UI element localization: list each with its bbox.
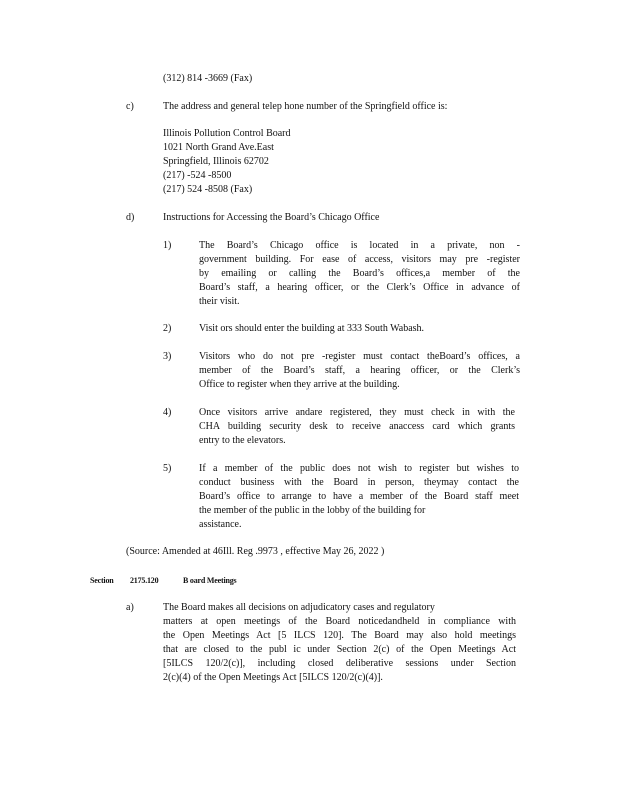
text-line: Board’s office to arrange to have a member of the Board staff meet — [199, 491, 519, 502]
subitem-4-marker: 4) — [163, 407, 172, 418]
text-line: by emailing or calling the Board’s offices,a member of the — [199, 268, 520, 279]
subitem-3-marker: 3) — [163, 351, 172, 362]
item-c-marker: c) — [126, 101, 134, 112]
text-line: their visit. — [199, 296, 240, 307]
text-line: assistance. — [199, 519, 242, 530]
text-line: If a member of the public does not wish to register but wishes to — [199, 463, 519, 474]
text-line: Once visitors arrive andare registered, they must check in with the — [199, 407, 515, 418]
section-label: Section — [90, 576, 114, 585]
subitem-5-marker: 5) — [163, 463, 172, 474]
text-line: The Board makes all decisions on adjudicatory cases and regulatory — [163, 602, 435, 613]
address-line: Illinois Pollution Control Board — [163, 128, 291, 139]
source-note: (Source: Amended at 46Ill. Reg .9973 , effective May 26, 2022 ) — [126, 546, 385, 557]
section-title: B oard Meetings — [183, 576, 237, 585]
address-line: (217) -524 -8500 — [163, 170, 232, 181]
text-line: entry to the elevators. — [199, 435, 286, 446]
text-line: [5ILCS 120/2(c)], including closed deliberative sessions under Section — [163, 658, 516, 669]
subitem-4-text — [199, 406, 515, 448]
text-line: The Board’s Chicago office is located in a private, non - — [199, 240, 520, 251]
subitem-2-text: Visit ors should enter the building at 333 South Wabash. — [199, 323, 425, 334]
section-number: 2175.120 — [130, 576, 159, 585]
text-line: 2(c)(4) of the Open Meetings Act [5ILCS 120/2(c)(4)]. — [163, 672, 383, 683]
address-line: Springfield, Illinois 62702 — [163, 156, 269, 167]
text-line: the member of the public in the lobby of the building for — [199, 505, 426, 516]
item-d-marker: d) — [126, 212, 135, 223]
item-c-text: The address and general telep hone number of the Springfield office is: — [163, 101, 448, 112]
fax-line: (312) 814 -3669 (Fax) — [163, 73, 253, 84]
text-line: Visitors who do not pre -register must contact theBoard’s offices, a — [199, 351, 520, 362]
address-line: 1021 North Grand Ave.East — [163, 142, 274, 153]
subitem-1-text — [199, 239, 520, 309]
subitem-3-text — [199, 350, 520, 392]
text-line: Office to register when they arrive at the building. — [199, 379, 400, 390]
item-a-text — [163, 601, 516, 685]
springfield-address — [163, 127, 291, 197]
subitem-5-text — [199, 462, 519, 532]
text-line: member of the Board’s staff, a hearing officer, or the Clerk’s — [199, 365, 520, 376]
text-line: Board’s staff, a hearing officer, or the Clerk’s Office in advance of — [199, 282, 520, 293]
item-a-marker: a) — [126, 602, 134, 613]
text-line: conduct business with the Board in person, theymay contact the — [199, 477, 519, 488]
text-line: the Open Meetings Act [5 ILCS 120]. The Board may also hold meetings — [163, 630, 516, 641]
text-line: matters at open meetings of the Board noticedandheld in compliance with — [163, 616, 516, 627]
text-line: that are closed to the publ ic under Section 2(c) of the Open Meetings Act — [163, 644, 516, 655]
subitem-1-marker: 1) — [163, 240, 172, 251]
text-line: government building. For ease of access, visitors may pre -register — [199, 254, 520, 265]
address-line: (217) 524 -8508 (Fax) — [163, 184, 253, 195]
item-d-heading: Instructions for Accessing the Board’s Chicago Office — [163, 212, 380, 223]
subitem-2-marker: 2) — [163, 323, 172, 334]
text-line: CHA building security desk to receive anaccess card which grants — [199, 421, 515, 432]
